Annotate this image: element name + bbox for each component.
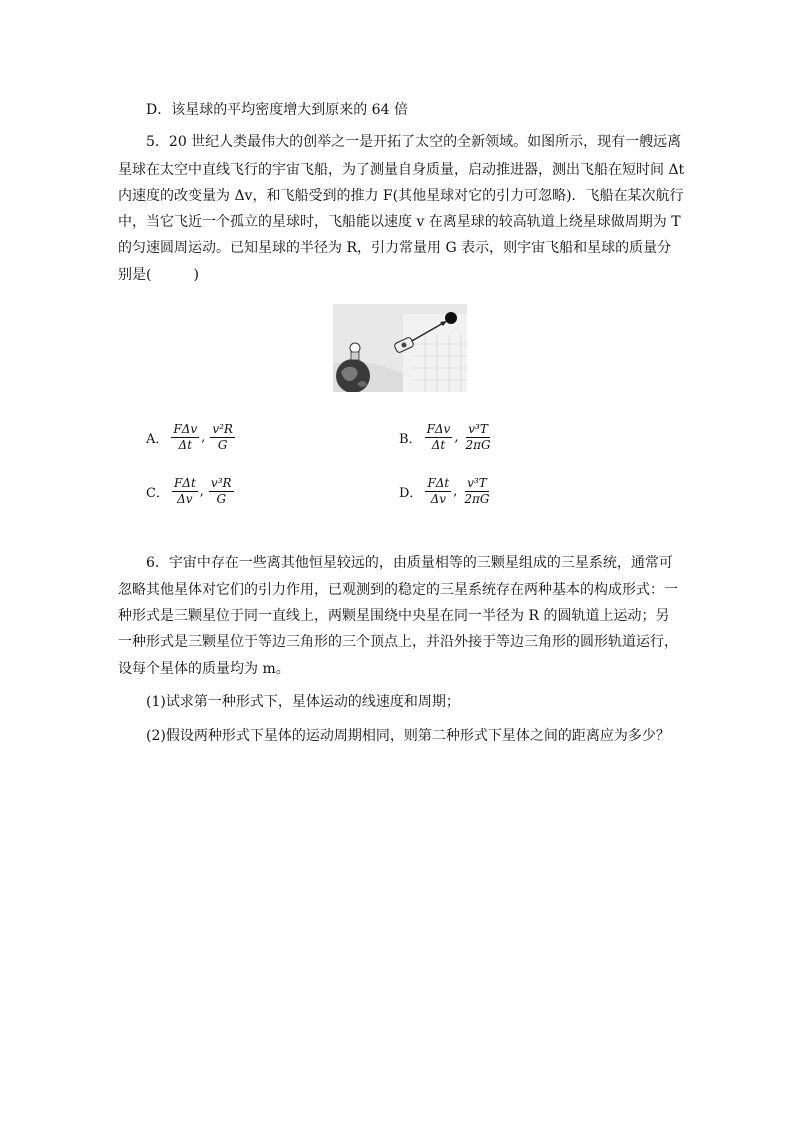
q5-line-6: 别是( ) xyxy=(118,267,199,283)
spacecraft-planet-figure xyxy=(333,304,467,392)
q6-line-3: 种形式是三颗星位于同一直线上，两颗星围绕中央星在同一半径为 R 的圆轨道上运动；另 xyxy=(118,608,670,624)
option-c[interactable]: C． $\frac{\text{FΔt}}{\Delta v}$ , $\frac{\text{v³R}}{G}$ xyxy=(146,476,232,506)
target-planet-icon xyxy=(445,312,457,324)
option-b[interactable]: B． $\frac{\text{FΔv}}{\Delta t}$ , $\frac{\text{v³T}}{2\pi G}$ xyxy=(399,422,491,452)
q5-line-2: 星球在太空中直线飞行的宇宙飞船，为了测量自身质量，启动推进器，测出飞船在短时间 Δt xyxy=(118,162,685,178)
option-a[interactable]: A． $\frac{\text{FΔv}}{\Delta t}$ , $\frac{\text{v²R}}{G}$ xyxy=(146,422,233,452)
astronaut-icon xyxy=(350,343,360,360)
q6-line-1: 6．宇宙中存在一些离其他恒星较远的，由质量相等的三颗星组成的三星系统，通常可 xyxy=(146,555,673,571)
q5-line-3: 内速度的改变量为 Δv，和飞船受到的推力 F(其他星球对它的引力可忽略)．飞船在某次航行 xyxy=(118,188,684,204)
q4-option-d: D．该星球的平均密度增大到原来的 64 倍 xyxy=(146,102,408,118)
option-d[interactable]: D． $\frac{\text{FΔt}}{\Delta v}$ , $\frac{\text{v³T}}{2\pi G}$ xyxy=(399,476,490,506)
q5-line-4: 中，当它飞近一个孤立的星球时，飞船能以速度 v 在离星球的较高轨道上绕星球做周期为 T xyxy=(118,214,681,230)
q6-line-2: 忽略其他星体对它们的引力作用，已观测到的稳定的三星系统存在两种基本的构成形式：一 xyxy=(118,582,678,598)
q6-line-4: 一种形式是三颗星位于等边三角形的三个顶点上，并沿外接于等边三角形的圆形轨道运行， xyxy=(118,634,678,650)
q5-line-5: 的匀速圆周运动。已知星球的半径为 R，引力常量用 G 表示，则宇宙飞船和星球的质量分 xyxy=(118,240,672,256)
q6-sub-question-2: (2)假设两种形式下星体的运动周期相同，则第二种形式下星体之间的距离应为多少？ xyxy=(146,728,670,744)
q6-line-5: 设每个星体的质量均为 m。 xyxy=(118,661,290,677)
q6-sub-question-1: (1)试求第一种形式下，星体运动的线速度和周期； xyxy=(146,694,460,710)
q5-line-1: 5．20 世纪人类最伟大的创举之一是开拓了太空的全新领域。如图所示，现有一艘远离 xyxy=(146,134,682,150)
